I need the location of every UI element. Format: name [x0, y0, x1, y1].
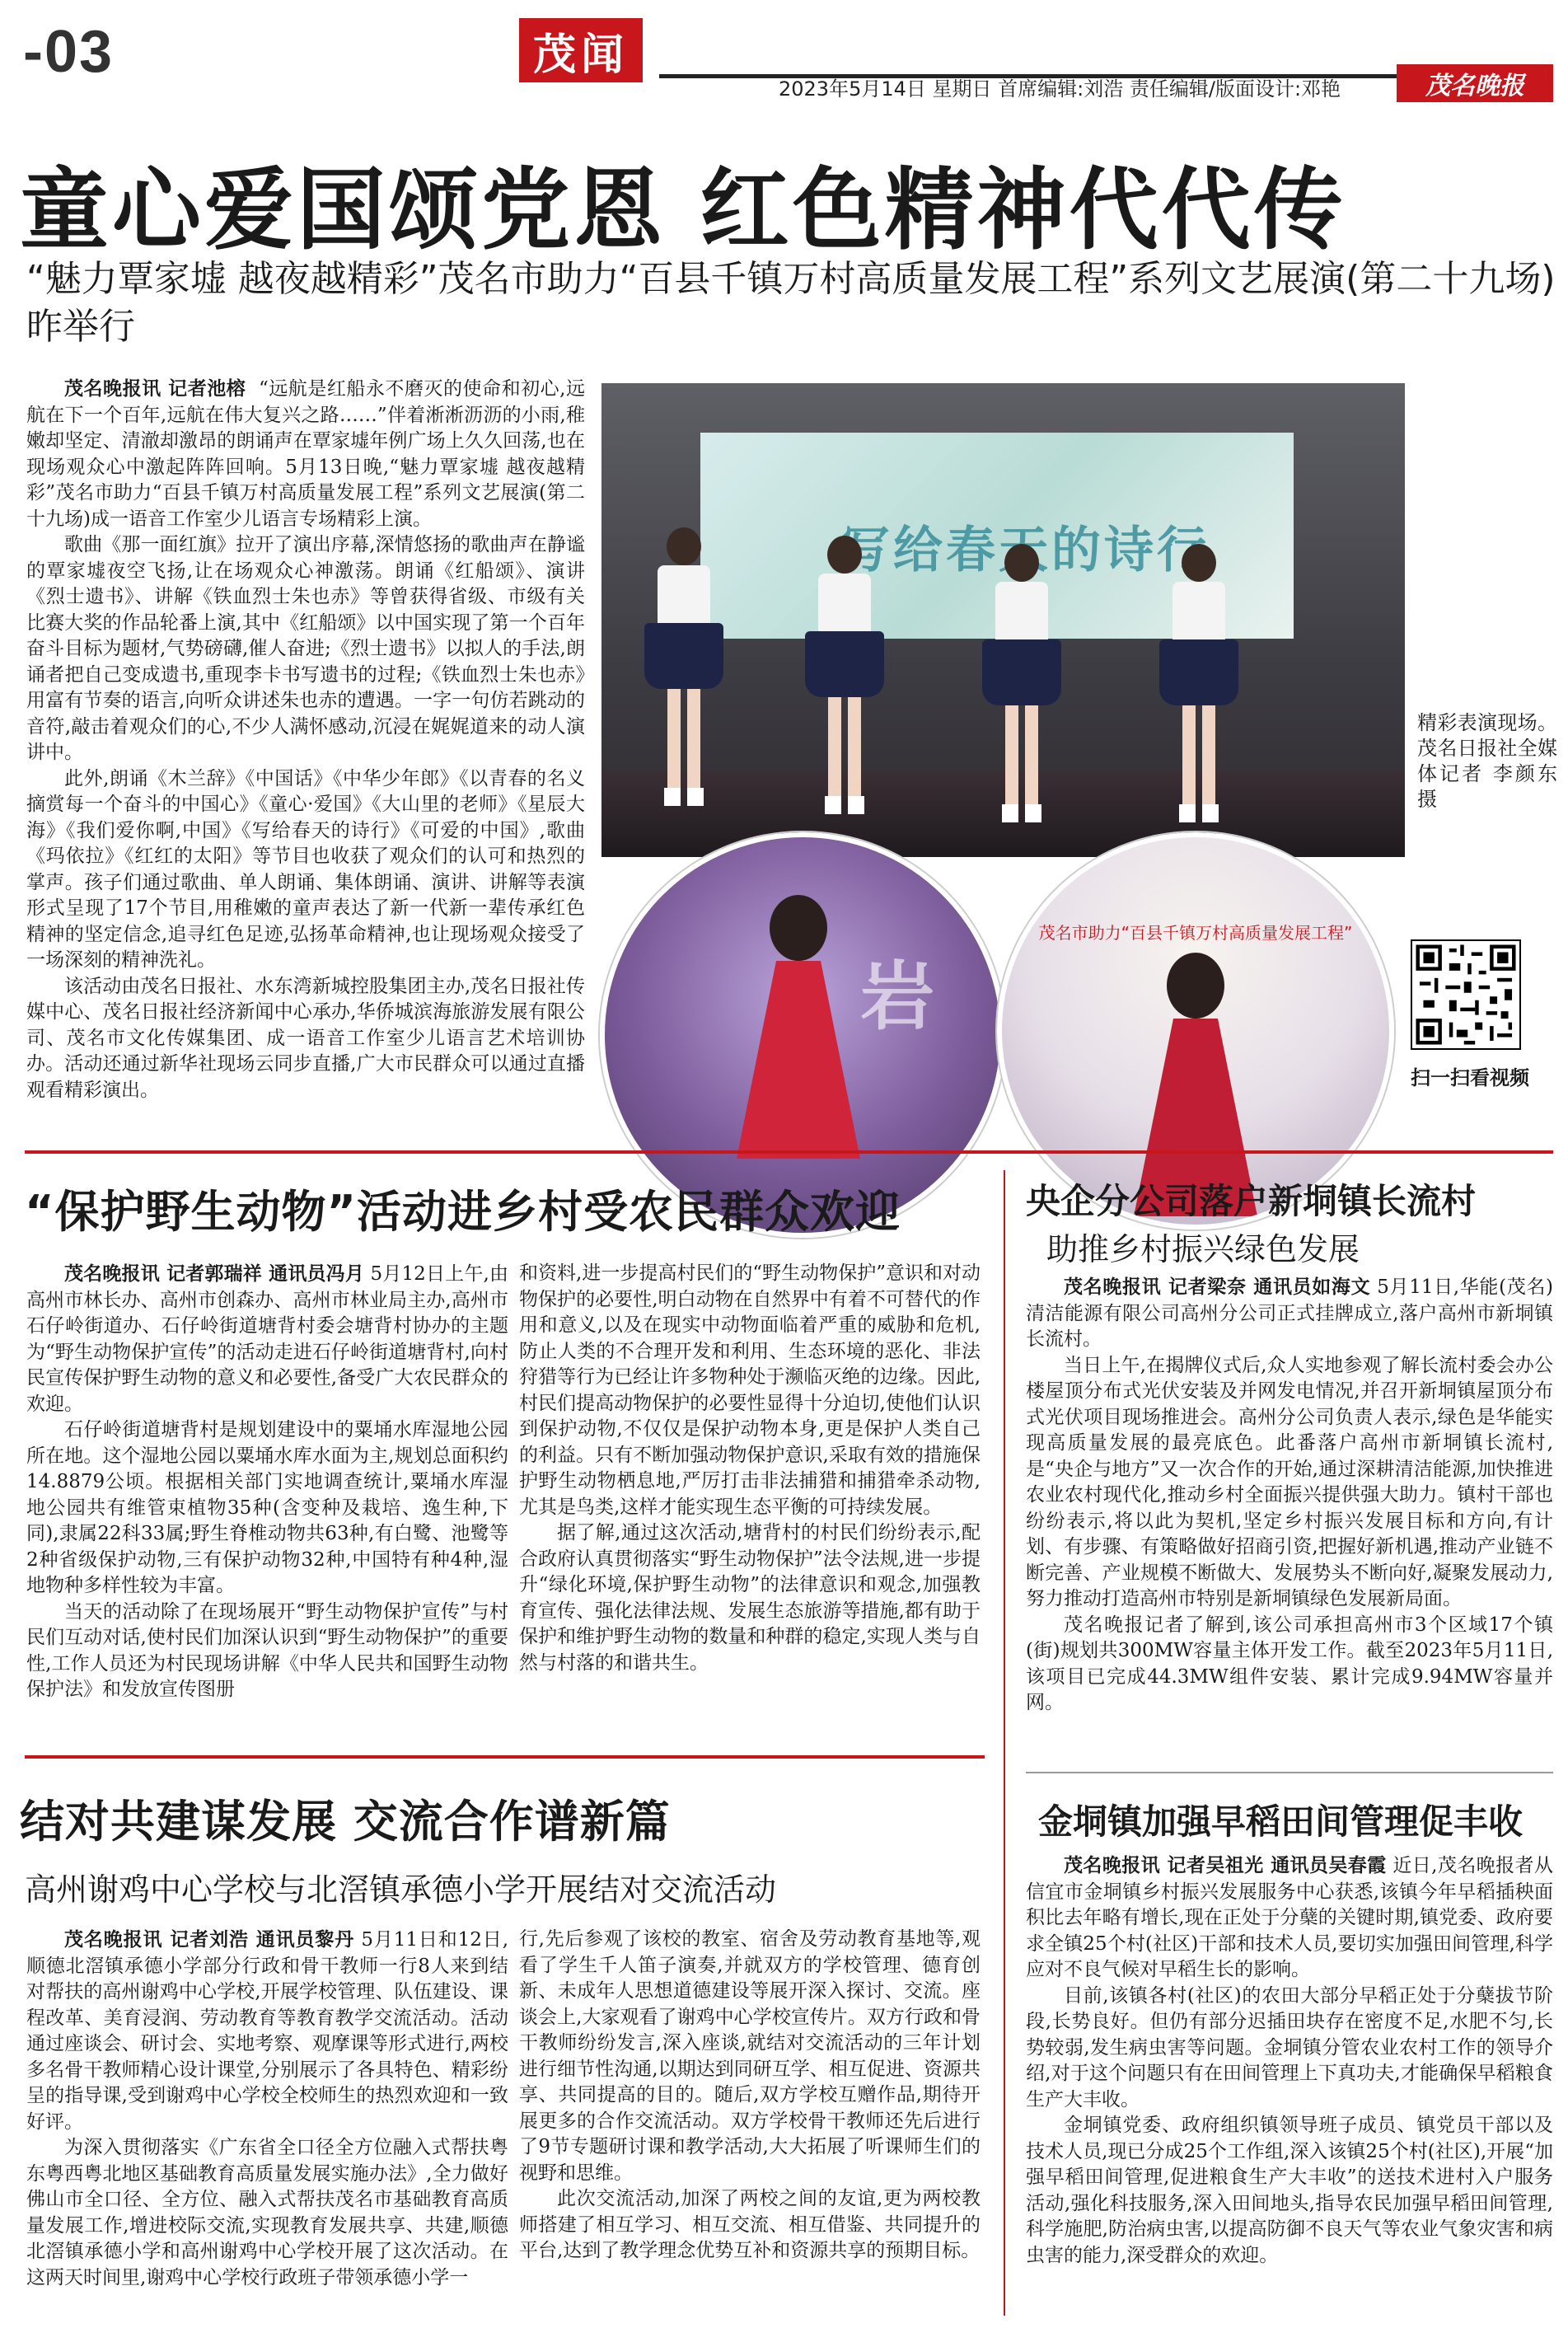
rice-byline: 茂名晚报讯 记者吴祖光 通讯员吴春霞	[1064, 1854, 1387, 1876]
singer-figure	[737, 895, 860, 1159]
qr-label: 扫一扫看视频	[1411, 1066, 1529, 1089]
wildlife-paragraph: 当天的活动除了在现场展开“野生动物保护宣传”与村民们互动对话,使村民们加深认识到“野生动物保护”的重要性,工作人员还为村民现场讲解《中华人民共和国野生动物保护法》和发放宣传图册	[26, 1600, 508, 1700]
performer-figure	[985, 544, 1059, 822]
lead-body	[26, 376, 585, 1103]
schools-body-col1	[26, 1927, 508, 2291]
wildlife-body-col1	[26, 1261, 508, 1703]
schools-body-col2	[519, 1927, 981, 2265]
wildlife-paragraph: 据了解,通过这次活动,塘背村的村民们纷纷表示,配合政府认真贯彻落实“野生动物保护”法令法规,进一步提升“绿化环境,保护野生动物”的法律意识和观念,加强教育宣传、强化法律法规、发展生态旅游等措施,都有助于保护和维护野生动物的数量和种群的稳定,实现人类与自然与村落的和谐共生。	[519, 1522, 981, 1674]
enterprise-paragraph: 当日上午,在揭牌仪式后,众人实地参观了解长流村委会办公楼屋顶分布式光伏安装及并网发电情况,并召开新垌镇屋顶分布式光伏项目现场推进会。高州分公司负责人表示,绿色是华能实现高质量发展的最亮底色。此番落户高州市新垌镇长流村,是“央企与地方”又一次合作的开始,通过深耕清洁能源,加快推进农业农村现代化,推动乡村全面振兴提供强大助力。镇村干部也纷纷表示,将以此为契机,坚定乡村振兴发展目标和方向,有计划、有步骤、有策略做好招商引资,把握好新机遇,推动产业链不断完善、产业规模不断做大、发展势头不断向好,凝聚发展动力,努力推动打造高州市特别是新垌镇绿色发展新局面。	[1026, 1354, 1553, 1609]
lead-byline: 茂名晚报讯 记者池榕	[64, 377, 246, 400]
column-divider	[1004, 1170, 1005, 2316]
wildlife-headline: “保护野生动物”活动进乡村受农民群众欢迎	[25, 1186, 901, 1238]
paper-logo: 茂名晚报	[1397, 64, 1553, 102]
rice-body	[1026, 1853, 1553, 2269]
header-info: 2023年5月14日 星期日 首席编辑:刘浩 责任编辑/版面设计:邓艳	[779, 77, 1341, 101]
wildlife-paragraph: 石仔岭街道塘背村是规划建设中的粟埇水库湿地公园所在地。这个湿地公园以粟埇水库水面为主,规划总面积约14.8879公顷。根据相关部门实地调查统计,粟埇水库湿地公园共有维管束植物35种(含变种及栽培、逸生种,下同),隶属22科33属;野生脊椎动物共63种,有白鹭、池鹭等2种省级保护动物,三有保护动物32种,中国特有种4种,湿地物种多样性较为丰富。	[26, 1419, 508, 1596]
lead-paragraph-4: 该活动由茂名日报社、水东湾新城控股集团主办,茂名日报社传媒中心、茂名日报社经济新闻中心承办,华侨城滨海旅游发展有限公司、茂名市文化传媒集团、成一语音工作室少儿语言艺术培训协办。活动还通过新华社现场云同步直播,广大市民群众可以通过直播观看精彩演出。	[26, 975, 585, 1101]
section-divider	[25, 1150, 1553, 1154]
rice-paragraph: 近日,茂名晚报者从信宜市金垌镇乡村振兴发展服务中心获悉,该镇今年早稻插秧面积比去年略有增长,现在正处于分蘖的关键时期,镇党委、政府要求全镇25个村(社区)干部和技术人员,要切实加强田间管理,科学应对不良气候对早稻生长的影响。	[1026, 1855, 1554, 1980]
lead-paragraph-1: “远航是红船永不磨灭的使命和初心,远航在下一个百年,远航在伟大复兴之路……”伴着淅淅沥沥的小雨,稚嫩却坚定、清澈却激昂的朗诵声在覃家墟年例广场上久久回荡,也在现场观众心中激起阵阵回响。5月13日晚,“魅力覃家墟 越夜越精彩”茂名市助力“百县千镇万村高质量发展工程”系列文艺展演(第二十九场)成一语音工作室少儿语言专场精彩上演。	[26, 378, 585, 530]
wildlife-paragraph: 和资料,进一步提高村民们的“野生动物保护”意识和对动物保护的必要性,明白动物在自然界中有着不可替代的作用和意义,以及在现实中动物面临着严重的威胁和危机,防止人类的不合理开发和利用、生态环境的恶化、非法狩猎等行为已经让许多物种处于濒临灭绝的边缘。因此,村民们提高动物保护的必要性显得十分迫切,使他们认识到保护动物,不仅仅是保护动物本身,更是保护人类自己的利益。只有不断加强动物保护意识,采取有效的措施保护野生动物栖息地,严厉打击非法捕猎和捕猎牵杀动物,尤其是鸟类,这样才能实现生态平衡的可持续发展。	[519, 1262, 981, 1518]
performer-figure	[647, 527, 721, 806]
lead-paragraph-3: 此外,朗诵《木兰辞》《中国话》《中华少年郎》《以青春的名义摘赏每一个奋斗的中国心》《童心·爱国》《大山里的老师》《星辰大海》《我们爱你啊,中国》《写给春天的诗行》《可爱的中国》,歌曲《玛依拉》《红红的太阳》等节目也收获了观众们的认可和热烈的掌声。孩子们通过歌曲、单人朗诵、集体朗诵、演讲、讲解等表演形式呈现了17个节目,用稚嫩的童声表达了新一代新一辈传承红色精神的坚定信念,追寻红色足迹,弘扬革命精神,也让现场观众接受了一场深刻的精神洗礼。	[26, 767, 585, 971]
page-number: -03	[23, 19, 115, 85]
performer-figure	[807, 536, 882, 814]
performer-figure	[1162, 544, 1236, 822]
schools-paragraph: 5月11日和12日,顺德北滘镇承德小学部分行政和骨干教师一行8人来到结对帮扶的高州谢鸡中心学校,开展学校管理、队伍建设、课程改革、美育浸润、劳动教育等教育教学交流活动。活动通过座谈会、研讨会、实地考察、观摩课等形式进行,两校多名骨干教师精心设计课堂,分别展示了各具特色、精彩纷呈的指导课,受到谢鸡中心学校全校师生的热烈欢迎和一致好评。	[26, 1929, 509, 2133]
section-tag: 茂闻	[519, 18, 643, 82]
circle-photo-right	[997, 832, 1394, 1230]
qr-code-icon[interactable]	[1411, 939, 1521, 1050]
wildlife-paragraph: 5月12日上午,由高州市林长办、高州市创森办、高州市林业局主办,高州市石仔岭街道办、石仔岭街道塘背村委会塘背村协办的主题为“野生动物保护宣传”的活动走进石仔岭街道塘背村,向村民宣传保护野生动物的意义和必要性,备受广大农民群众的欢迎。	[26, 1263, 509, 1415]
enterprise-byline: 茂名晚报讯 记者梁奈 通讯员如海文	[1064, 1276, 1371, 1298]
schools-paragraph: 为深入贯彻落实《广东省全口径全方位融入式帮扶粤东粤西粤北地区基础教育高质量发展实施办法》,全力做好佛山市全口径、全方位、融入式帮扶茂名市基础教育高质量发展工作,增进校际交流,实现教育发展共享、共建,顺德北滘镇承德小学和高州谢鸡中心学校开展了这次活动。在这两天时间里,谢鸡中心学校行政班子带领承德小学一	[26, 2137, 508, 2288]
enterprise-body	[1026, 1274, 1553, 1717]
rice-paragraph: 目前,该镇各村(社区)的农田大部分早稻正处于分蘖拔节阶段,长势良好。但仍有部分迟插田块存在密度不足,水肥不匀,长势较弱,发生病虫害等问题。金垌镇分管农业农村工作的领导介绍,对于这个问题只有在田间管理上下真功夫,才能确保早稻粮食生产大丰收。	[1026, 1984, 1553, 2110]
schools-headline: 结对共建谋发展 交流合作谱新篇	[20, 1796, 671, 1848]
schools-paragraph: 行,先后参观了该校的教室、宿舍及劳动教育基地等,观看了学生千人笛子演奏,并就双方的学校管理、德育创新、未成年人思想道德建设等展开深入探讨、交流。座谈会上,大家观看了谢鸡中心学校宣传片。双方行政和骨干教师纷纷发言,深入座谈,就结对交流活动的三年计划进行细节性沟通,以期达到同研互学、相互促进、资源共享、共同提高的目的。随后,双方学校互赠作品,期待开展更多的合作交流活动。双方学校骨干教师还先后进行了9节专题研讨课和教学活动,大大拓展了听课师生们的视野和思维。	[519, 1928, 981, 2184]
lead-paragraph-2: 歌曲《那一面红旗》拉开了演出序幕,深情悠扬的歌曲声在静谧的覃家墟夜空飞扬,让在场观众心神激荡。朗诵《红船颂》、演讲《烈士遗书》、讲解《铁血烈士朱也赤》等曾获得省级、市级有关比赛大奖的作品轮番上演,其中《红船颂》以中国实现了第一个百年奋斗目标为题材,气势磅礴,催人奋进;《烈士遗书》以拟人的手法,朗诵者把自己变成遗书,重现李卡书写遗书的过程;《铁血烈士朱也赤》用富有节奏的语言,向听众讲述朱也赤的遭遇。一字一句仿若跳动的音符,敲击着观众们的心,不少人满怀感动,沉浸在娓娓道来的动人演讲中。	[26, 534, 585, 763]
section-divider	[25, 1755, 985, 1759]
schools-subheadline: 高州谢鸡中心学校与北滘镇承德小学开展结对交流活动	[25, 1871, 777, 1908]
backdrop-text: 岩	[860, 953, 934, 1040]
wildlife-byline: 茂名晚报讯 记者郭瑞祥 通讯员冯月	[64, 1262, 365, 1285]
stage-photo	[601, 383, 1405, 857]
schools-paragraph: 此次交流活动,加深了两校之间的友谊,更为两校教师搭建了相互学习、相互交流、相互借鉴、共同提升的平台,达到了教学理念优势互补和资源共享的预期目标。	[519, 2188, 981, 2261]
backdrop-text: 茂名市助力“百县千镇万村高质量发展工程”	[1038, 923, 1353, 943]
rice-paragraph: 金垌镇党委、政府组织镇领导班子成员、镇党员干部以及技术人员,现已分成25个工作组,深入该镇25个村(社区),开展“加强早稻田间管理,促进粮食生产大丰收”的送技术进村入户服务活动,强化科技服务,深入田间地头,指导农民加强早稻田间管理,科学施肥,防治病虫害,以提高防御不良天气等农业气象灾害和病虫害的能力,深受群众的欢迎。	[1026, 2115, 1553, 2266]
enterprise-paragraph: 5月11日,华能(茂名)清洁能源有限公司高州分公司正式挂牌成立,落户高州市新垌镇长流村。	[1026, 1276, 1553, 1350]
photo-caption: 精彩表演现场。茂名日报社全媒体记者 李颜东 摄	[1417, 711, 1557, 811]
section-divider	[1026, 1772, 1553, 1773]
enterprise-subheadline: 助推乡村振兴绿色发展	[1046, 1231, 1360, 1267]
lead-headline: 童心爱国颂党恩 红色精神代代传	[20, 159, 1346, 262]
wildlife-body-col2	[519, 1261, 981, 1676]
enterprise-paragraph: 茂名晚报记者了解到,该公司承担高州市3个区域17个镇(街)规划共300MW容量主体开发工作。截至2023年5月11日,该项目已完成44.3MW组件安装、累计完成9.94MW容量并网。	[1026, 1614, 1553, 1713]
schools-byline: 茂名晚报讯 记者刘浩 通讯员黎丹	[64, 1928, 355, 1951]
rice-headline: 金垌镇加强早稻田间管理促丰收	[1038, 1801, 1524, 1842]
enterprise-headline: 央企分公司落户新垌镇长流村	[1026, 1181, 1477, 1221]
lead-subheadline: “魅力覃家墟 越夜越精彩”茂名市助力“百县千镇万村高质量发展工程”系列文艺展演(第二十九场)昨举行	[26, 258, 1556, 348]
